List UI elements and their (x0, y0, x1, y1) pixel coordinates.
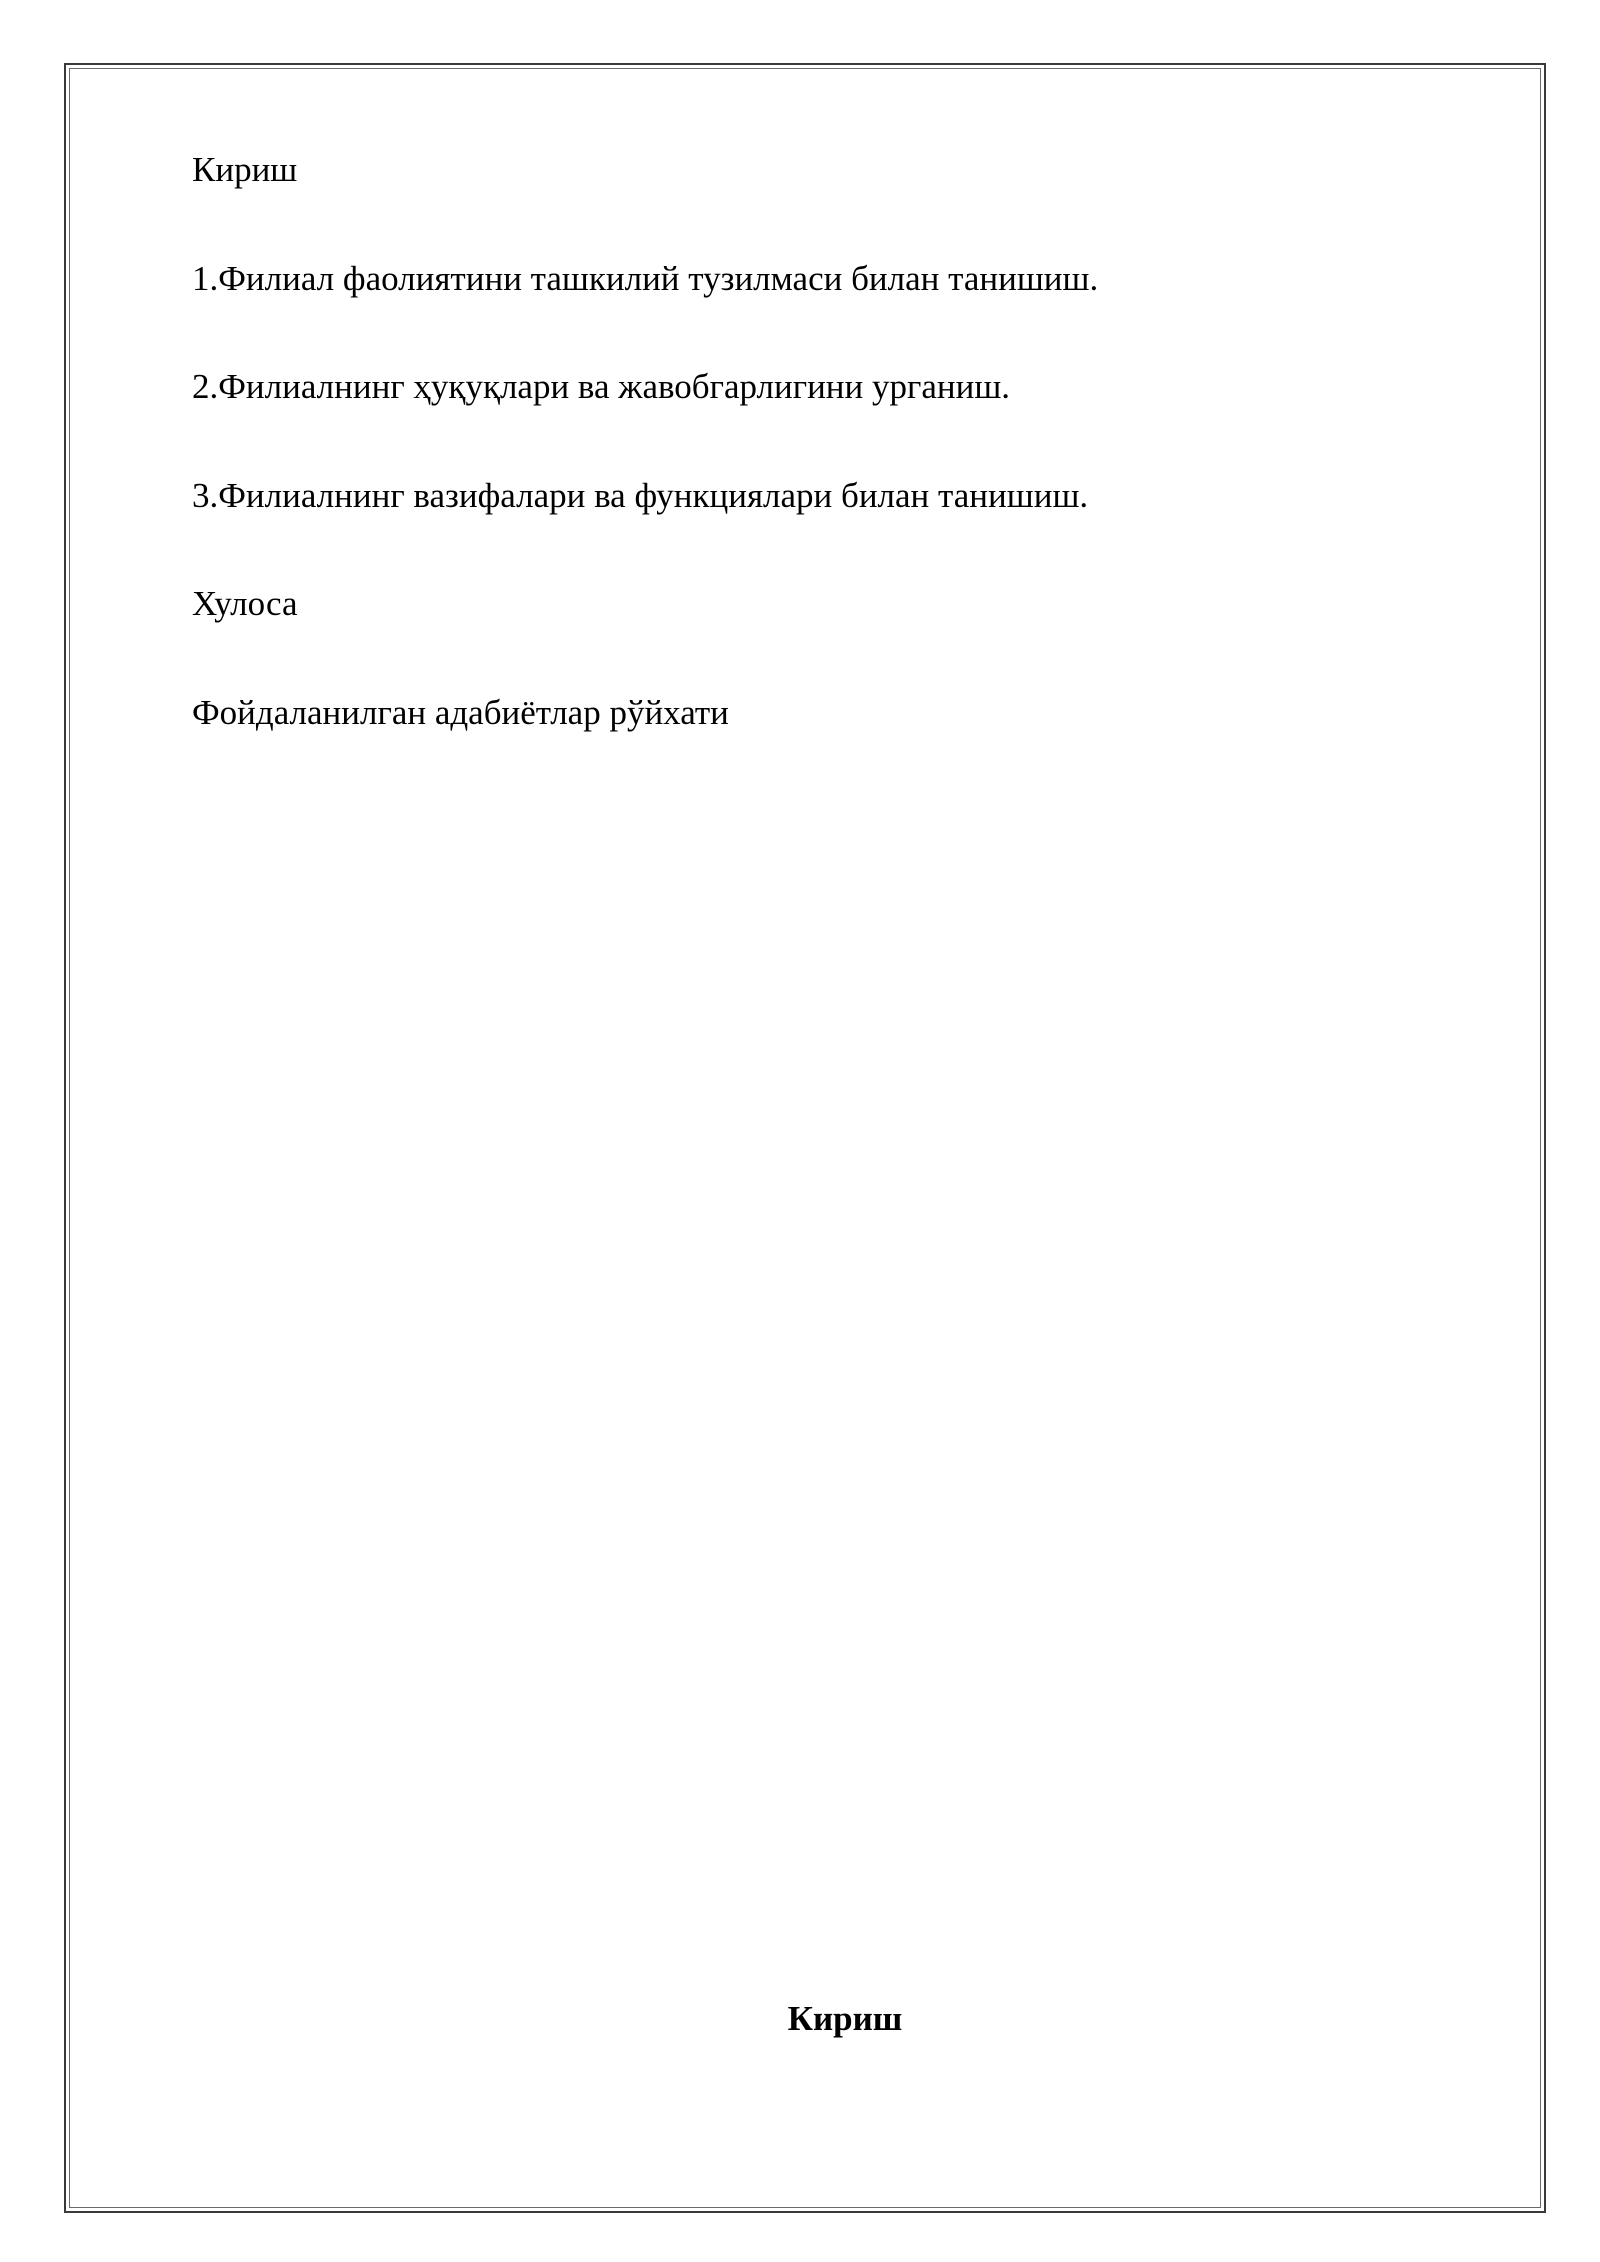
toc-item-introduction: Кириш (192, 150, 298, 189)
toc-item-1: 1.Филиал фаолиятини ташкилий тузилмаси билан танишиш. (192, 258, 1099, 298)
toc-item-references: Фойдаланилган адабиётлар рўйхати (192, 692, 729, 732)
section-heading: Кириш (787, 1999, 903, 2038)
table-of-contents (192, 150, 1442, 801)
toc-item-3: 3.Филиалнинг вазифалари ва функциялари билан танишиш. (192, 475, 1089, 515)
toc-item-2: 2.Филиалнинг ҳуқуқлари ва жавобгарлигини урганиш. (192, 367, 1011, 406)
toc-item-conclusion: Хулоса (192, 584, 298, 623)
